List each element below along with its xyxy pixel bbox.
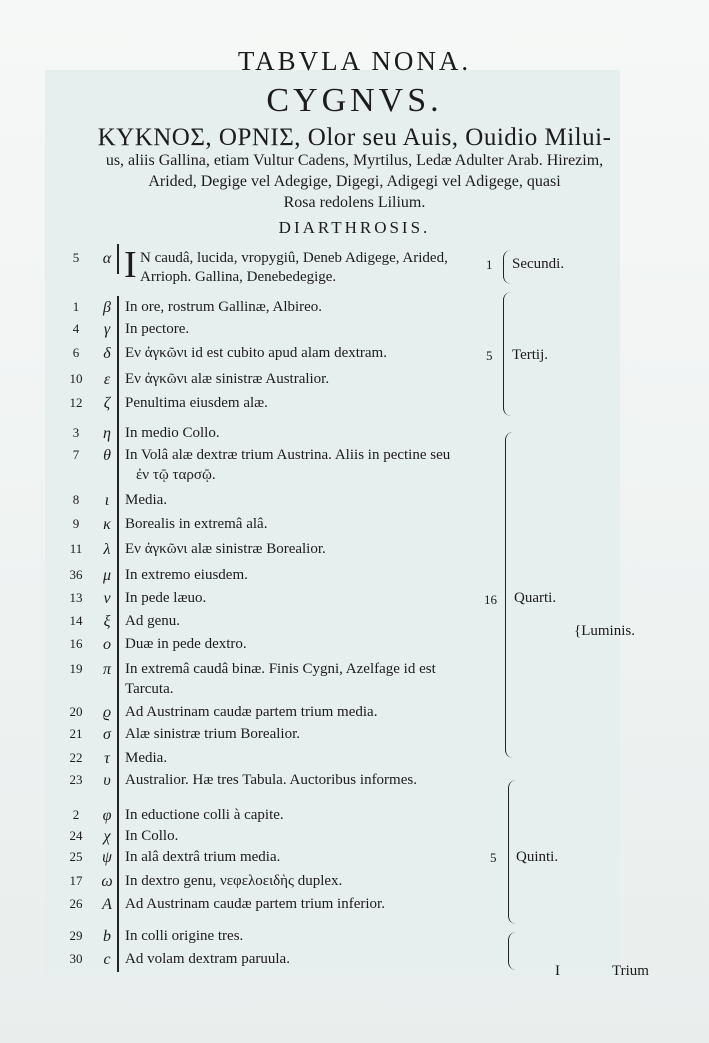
star-number: 29 [69,928,83,943]
table-row [0,928,709,950]
signature-mark: I [555,963,560,979]
names-line-3: Arided, Degige vel Adegige, Digegi, Adigegi vel Adigege, quasi [148,173,561,190]
star-number: 4 [72,321,80,336]
star-number: 36 [69,567,83,582]
table-row [0,828,709,850]
group-brace [508,932,519,970]
table-row [0,447,709,469]
table-row [0,896,709,918]
star-letter: ν [103,590,111,607]
star-description: Media. [125,750,168,766]
table-row [0,567,709,589]
star-description: In alâ dextrâ trium media. [125,849,281,865]
group-label: Secundi. [512,256,565,272]
star-number: 3 [72,425,80,440]
star-letter: φ [102,807,112,824]
star-description: Australior. Hæ tres Tabula. Auctoribus informes. [125,772,417,788]
star-description: Duæ in pede dextro. [125,636,247,652]
table-row [0,661,709,683]
star-description: Alæ sinistræ trium Borealior. [125,726,300,742]
star-description: N caudâ, lucida, vropygiû, Deneb Adigege, Arided, [140,250,448,266]
star-letter: ε [103,371,111,388]
star-description: In extremâ caudâ binæ. Finis Cygni, Azelfage id est [125,661,436,677]
star-description: Eν ἀγκῶνι id est cubito apud alam dextram. [125,345,387,361]
section-title: DIARTHROSIS. [278,218,431,237]
constellation-name: CYGNVS. [266,82,443,119]
drop-capital: I [124,244,137,286]
table-row [0,345,709,367]
table-row [0,704,709,726]
table-row [0,750,709,772]
star-letter: λ [103,541,111,558]
star-letter: σ [103,726,111,743]
table-row [0,467,709,489]
star-number: 14 [69,613,83,628]
star-number: 11 [69,541,83,556]
table-row [0,492,709,514]
star-description: Ad volam dextram paruula. [125,951,290,967]
table-row [0,772,709,794]
star-number: 7 [72,447,80,462]
star-description: In extremo eiusdem. [125,567,248,583]
star-letter: θ [103,447,111,464]
star-number: 21 [69,726,83,741]
luminis-text: Luminis. [581,623,635,639]
star-letter: χ [103,828,111,845]
star-number: 16 [69,636,83,651]
star-letter: ϱ [102,704,112,721]
table-row [0,395,709,417]
star-number: 24 [69,828,83,843]
table-row [0,516,709,538]
star-description: In medio Collo. [125,425,220,441]
table-row [0,590,709,612]
table-row [0,269,709,291]
star-description: In pede læuo. [125,590,207,606]
star-description: In dextro genu, νεφελοειδὴς duplex. [125,873,343,889]
star-letter: ι [104,492,110,509]
group-count: 1 [486,257,493,272]
table-row [0,807,709,829]
star-description: In Collo. [125,828,179,844]
star-letter: ζ [103,395,111,412]
star-number: 6 [72,345,80,360]
table-row [0,299,709,321]
star-letter: ξ [103,613,111,630]
star-number: 22 [69,750,83,765]
star-letter: α [102,250,112,267]
table-row [0,321,709,343]
star-description: Ad Austrinam caudæ partem trium media. [125,704,378,720]
table-row [0,541,709,563]
star-description: In ore, rostrum Gallinæ, Albireo. [125,299,323,315]
star-letter: ψ [102,849,112,866]
star-letter: β [103,299,111,316]
star-number: 25 [69,849,83,864]
star-description: In Volâ alæ dextræ trium Austrina. Aliis in pectine seu [125,447,451,463]
group-count: 16 [484,592,497,607]
star-letter: τ [104,750,110,767]
star-number: 9 [72,516,80,531]
star-number: 5 [72,250,80,265]
star-number: 2 [72,807,80,822]
star-letter: η [103,425,111,442]
star-letter: ο [103,636,111,653]
table-title: TABVLA NONA. [237,46,472,76]
catchword: Trium [612,963,649,979]
star-description: Eν ἀγκῶνι alæ sinistræ Borealior. [125,541,326,557]
star-letter: ω [101,873,113,890]
star-description: Penultima eiusdem alæ. [125,395,268,411]
star-description-cont: ἐν τῷ ταρσῷ. [136,467,216,483]
star-number: 17 [69,873,83,888]
constellation-alt-names: ΚΥΚΝΟΣ, ΟΡΝΙΣ, Olor seu Auis, Ouidio Milui- [97,124,612,151]
luminis-label: {Luminis. [574,623,635,639]
star-number: 30 [69,951,83,966]
table-row [0,951,709,973]
star-number: 26 [69,896,83,911]
star-letter: γ [103,321,111,338]
star-description: In eductione colli à capite. [125,807,284,823]
table-row [0,849,709,871]
star-number: 13 [69,590,83,605]
star-letter: μ [102,567,112,584]
star-number: 20 [69,704,83,719]
table-row [0,726,709,748]
table-row [0,873,709,895]
star-description: In colli origine tres. [125,928,244,944]
star-letter: c [103,951,111,968]
star-number: 10 [69,371,83,386]
table-row [0,425,709,447]
star-description: Borealis in extremâ alâ. [125,516,268,532]
star-number: 23 [69,772,83,787]
star-description: In pectore. [125,321,190,337]
group-label: Quarti. [514,590,557,606]
star-description: Media. [125,492,168,508]
group-count: 5 [486,348,493,363]
star-description-cont: Arrioph. Gallina, Denebedegige. [140,269,337,285]
table-row [0,371,709,393]
star-letter: b [103,928,111,945]
names-line-4: Rosa redolens Lilium. [283,194,426,211]
star-description: Eν ἀγκῶνι alæ sinistræ Australior. [125,371,330,387]
group-label: Tertij. [512,347,549,363]
star-description: Ad Austrinam caudæ partem trium inferior. [125,896,385,912]
star-description: Ad genu. [125,613,180,629]
group-label: Quinti. [516,849,559,865]
star-number: 1 [72,299,80,314]
star-letter: υ [103,772,111,789]
star-number: 12 [69,395,83,410]
names-line-2: us, aliis Gallina, etiam Vultur Cadens, Myrtilus, Ledæ Adulter Arab. Hirezim, [105,152,604,169]
star-letter: κ [103,516,111,533]
star-letter: δ [103,345,111,362]
star-letter: A [102,896,112,913]
star-letter: π [102,661,111,678]
star-number: 8 [72,492,80,507]
star-description-cont: Tarcuta. [125,681,174,697]
table-row [0,681,709,703]
star-number: 19 [69,661,83,676]
group-count: 5 [490,850,497,865]
